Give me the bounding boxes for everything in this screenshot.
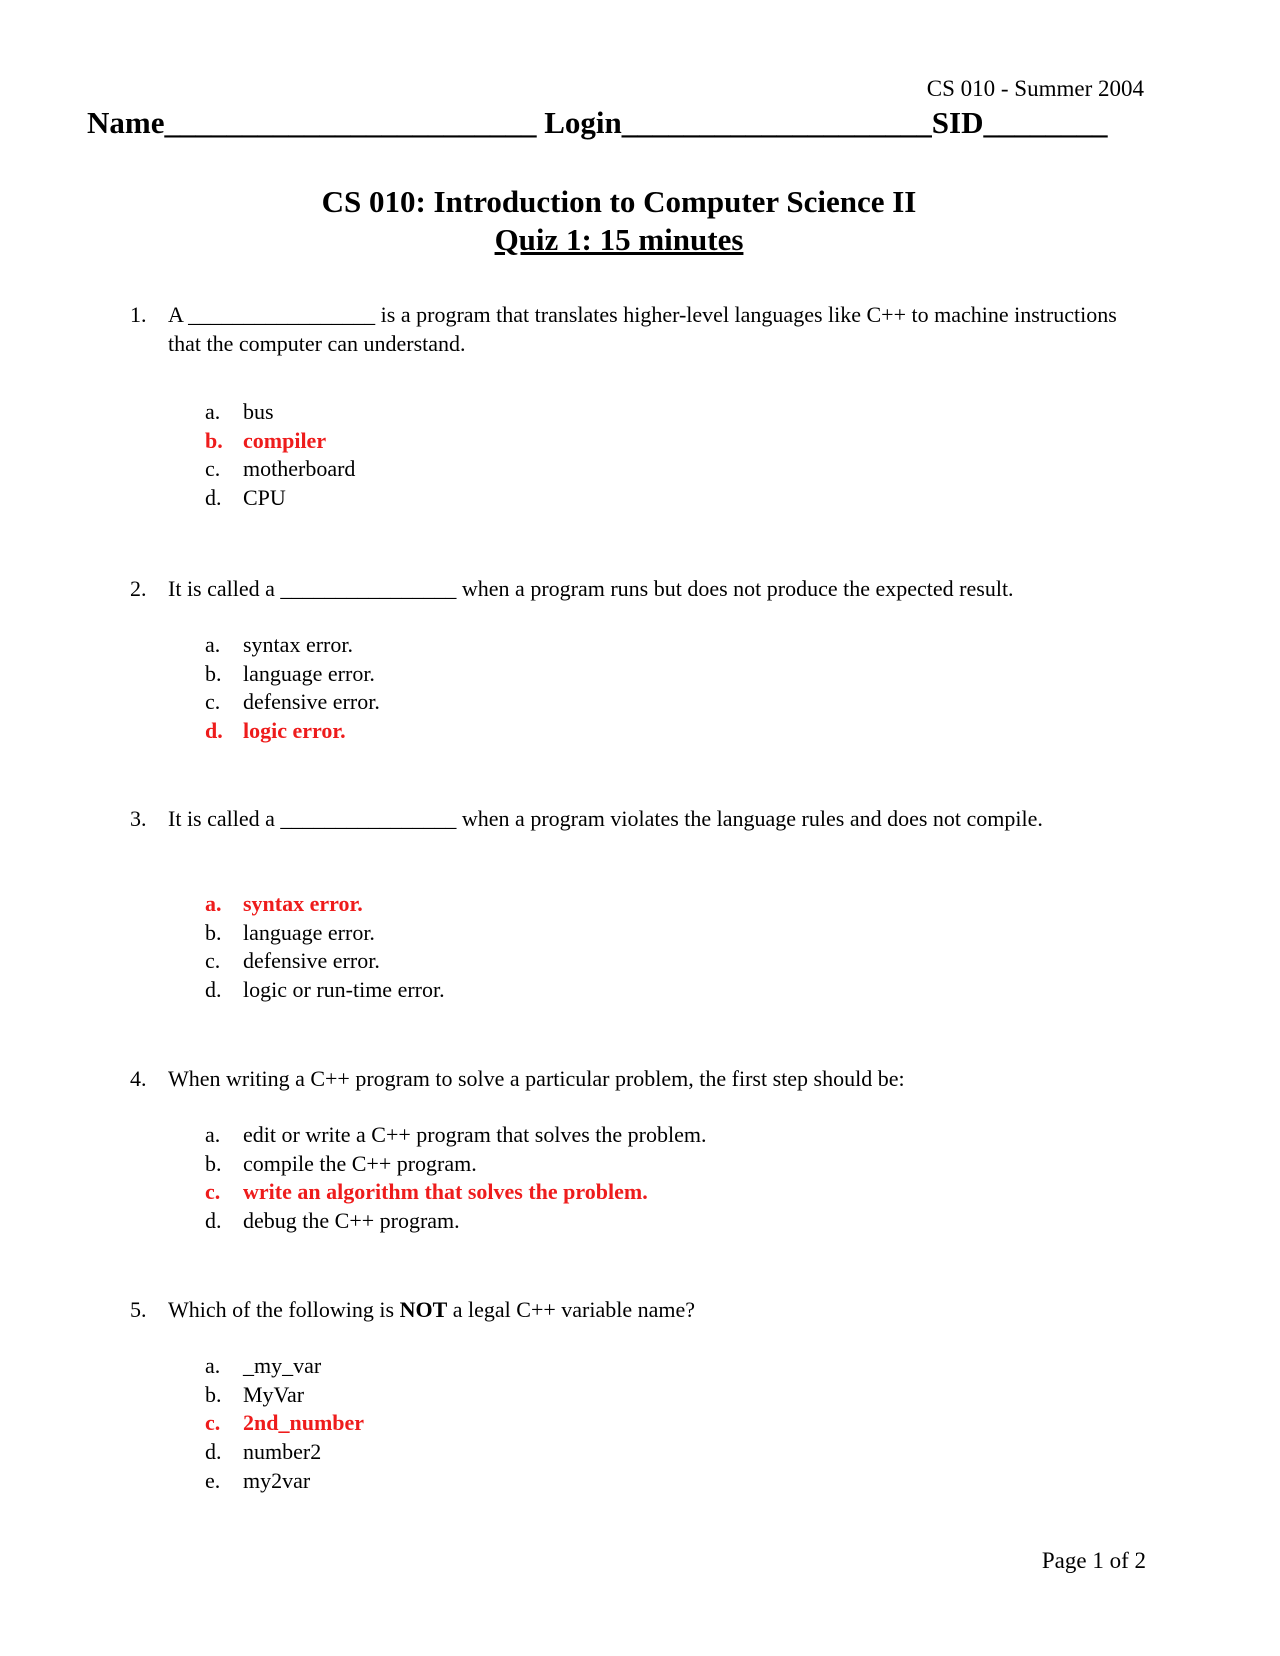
- option-3d[interactable]: d. logic or run-time error.: [205, 977, 445, 1003]
- option-1b-correct[interactable]: b. compiler: [205, 427, 327, 453]
- sid-field[interactable]: SID________: [931, 105, 1108, 140]
- option-1d[interactable]: d. CPU: [205, 485, 286, 511]
- option-3a-correct[interactable]: a. syntax error.: [205, 891, 363, 916]
- quiz-subtitle: [0, 221, 1238, 258]
- question-number: 2.: [130, 576, 147, 601]
- option-4a[interactable]: a. edit or write a C++ program that solves the problem.: [205, 1122, 707, 1147]
- option-2b[interactable]: b. language error.: [205, 660, 375, 686]
- question-text: It is called a ________________ when a program runs but does not produce the expected result.: [168, 576, 1014, 601]
- option-3b[interactable]: b. language error.: [205, 919, 375, 945]
- question-4: [130, 1064, 1130, 1093]
- page-number: Page 1 of 2: [1041, 1548, 1146, 1573]
- question-number: 3.: [130, 806, 147, 831]
- question-text: It is called a ________________ when a program violates the language rules and does not compile.: [168, 806, 1043, 831]
- question-text: A _________________ is a program that translates higher-level languages like C++ to machine instructions that the computer can understand.: [168, 302, 1117, 356]
- option-5b[interactable]: b. MyVar: [205, 1381, 305, 1407]
- page-title: CS 010: Introduction to Computer Science II: [321, 184, 917, 219]
- name-field[interactable]: Name________________________: [87, 105, 537, 140]
- question-2: [130, 574, 1130, 603]
- login-field[interactable]: Login____________________: [544, 105, 932, 140]
- question-3: [130, 804, 1130, 833]
- question-number: 4.: [130, 1066, 147, 1091]
- option-4b[interactable]: b. compile the C++ program.: [205, 1150, 477, 1176]
- option-4c-correct[interactable]: c. write an algorithm that solves the problem.: [205, 1179, 648, 1205]
- option-4d[interactable]: d. debug the C++ program.: [205, 1208, 460, 1234]
- question-number: 5.: [130, 1297, 147, 1322]
- option-5e[interactable]: e. my2var: [205, 1467, 311, 1493]
- quiz-subtitle-text: Quiz 1: 15 minutes: [494, 222, 744, 257]
- question-text: When writing a C++ program to solve a particular problem, the first step should be:: [168, 1066, 905, 1091]
- option-1a[interactable]: a. bus: [205, 399, 274, 424]
- option-5d[interactable]: d. number2: [205, 1439, 322, 1465]
- question-5: [130, 1295, 1130, 1324]
- options-5: [205, 1352, 364, 1496]
- options-3: [205, 890, 445, 1005]
- question-1: [130, 300, 1130, 358]
- question-number: 1.: [130, 302, 147, 327]
- option-1c[interactable]: c. motherboard: [205, 456, 356, 482]
- options-2: [205, 631, 380, 746]
- option-2a[interactable]: a. syntax error.: [205, 632, 353, 657]
- option-5a[interactable]: a. _my_var: [205, 1353, 322, 1378]
- option-3c[interactable]: c. defensive error.: [205, 948, 380, 974]
- course-term: CS 010 - Summer 2004: [926, 76, 1144, 101]
- student-id-line: [87, 105, 1107, 141]
- options-4: [205, 1121, 706, 1236]
- option-2d-correct[interactable]: d. logic error.: [205, 718, 346, 744]
- emphasis-not: NOT: [399, 1297, 448, 1322]
- question-text: Which of the following is NOT a legal C++ variable name?: [168, 1297, 696, 1322]
- options-1: [205, 398, 355, 513]
- option-5c-correct[interactable]: c. 2nd_number: [205, 1410, 365, 1436]
- option-2c[interactable]: c. defensive error.: [205, 689, 380, 715]
